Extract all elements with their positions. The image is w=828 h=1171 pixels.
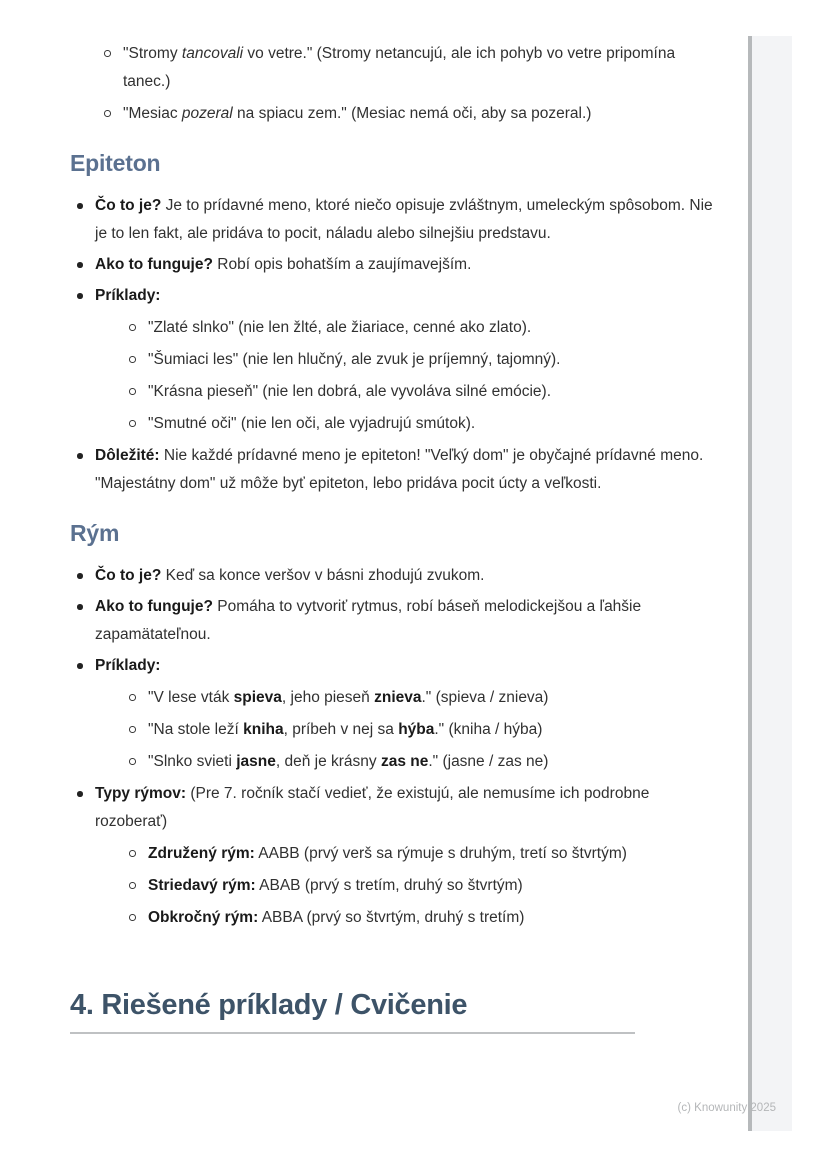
scrollbar-track — [752, 36, 792, 1131]
list-item-text: Ako to funguje? Robí opis bohatším a zaujímavejším. — [95, 256, 472, 273]
heading-underline — [70, 1032, 635, 1034]
section-heading-riesene-priklady: 4. Riešené príklady / Cvičenie — [70, 989, 468, 1021]
list-item-text: Príklady: — [95, 657, 161, 674]
list-item — [70, 562, 713, 590]
list-item — [122, 904, 713, 932]
list-item — [70, 192, 713, 248]
list-item — [122, 346, 713, 374]
list-item-text: Príklady: — [95, 287, 161, 304]
list-item — [70, 251, 713, 279]
circle-bullet-icon — [129, 420, 136, 427]
list-item-text: Dôležité: Nie každé prídavné meno je epiteton! "Veľký dom" je obyčajné prídavné meno. "Majestátny dom" už môže byť epiteton, lebo pridáva pocit úcty a veľkosti. — [95, 447, 704, 492]
list-item-text: Čo to je? Keď sa konce veršov v básni zhodujú zvukom. — [95, 567, 485, 584]
bullet-icon — [77, 453, 83, 459]
list-item-text: Združený rým: AABB (prvý verš sa rýmuje s druhým, tretí so štvrtým) — [148, 845, 627, 862]
list-item-text: Striedavý rým: ABAB (prvý s tretím, druhý so štvrtým) — [148, 877, 523, 894]
list-item — [122, 378, 713, 406]
rym-types-list — [122, 840, 713, 932]
circle-bullet-icon — [104, 110, 111, 117]
list-item-text: Čo to je? Je to prídavné meno, ktoré niečo opisuje zvláštnym, umeleckým spôsobom. Nie je to len fakt, ale pridáva to pocit, náladu alebo silnejšiu predstavu. — [95, 197, 713, 242]
list-item — [122, 872, 713, 900]
document-content — [70, 40, 713, 1034]
circle-bullet-icon — [129, 914, 136, 921]
circle-bullet-icon — [129, 758, 136, 765]
list-item-text: "Smutné oči" (nie len oči, ale vyjadrujú smútok). — [148, 415, 476, 432]
bullet-icon — [77, 604, 83, 610]
list-item-text: Ako to funguje? Pomáha to vytvoriť rytmus, robí báseň melodickejšou a ľahšie zapamätateľnou. — [95, 598, 642, 643]
bullet-icon — [77, 573, 83, 579]
list-item — [70, 282, 713, 438]
list-item-text: "Zlaté slnko" (nie len žlté, ale žiariace, cenné ako zlato). — [148, 319, 532, 336]
list-item — [70, 780, 713, 932]
circle-bullet-icon — [129, 694, 136, 701]
list-item — [122, 840, 713, 868]
bullet-icon — [77, 203, 83, 209]
circle-bullet-icon — [104, 50, 111, 57]
circle-bullet-icon — [129, 850, 136, 857]
metafora-examples-list — [97, 40, 713, 128]
bullet-icon — [77, 293, 83, 299]
circle-bullet-icon — [129, 882, 136, 889]
list-item-text: "Krásna pieseň" (nie len dobrá, ale vyvoláva silné emócie). — [148, 383, 552, 400]
list-item-text: "Slnko svieti jasne, deň je krásny zas ne." (jasne / zas ne) — [148, 753, 549, 770]
list-item-text: "Šumiaci les" (nie len hlučný, ale zvuk je príjemný, tajomný). — [148, 351, 561, 368]
circle-bullet-icon — [129, 726, 136, 733]
list-item — [97, 40, 713, 96]
section-heading-epiteton: Epiteton — [70, 150, 161, 176]
list-item-text: Typy rýmov: (Pre 7. ročník stačí vedieť, že existujú, ale nemusíme ich podrobne rozoberať) — [95, 785, 650, 830]
circle-bullet-icon — [129, 356, 136, 363]
list-item-text: "V lese vták spieva, jeho pieseň znieva." (spieva / znieva) — [148, 689, 549, 706]
scrollbar-thumb[interactable] — [748, 36, 752, 1131]
list-item-text: Obkročný rým: ABBA (prvý so štvrtým, druhý s tretím) — [148, 909, 525, 926]
rym-list — [70, 562, 713, 932]
list-item — [122, 410, 713, 438]
list-item — [97, 100, 713, 128]
list-item — [70, 652, 713, 776]
list-item — [122, 716, 713, 744]
epiteton-list — [70, 192, 713, 498]
bullet-icon — [77, 262, 83, 268]
list-item-text: "Na stole leží kniha, príbeh v nej sa hýba." (kniha / hýba) — [148, 721, 543, 738]
bullet-icon — [77, 791, 83, 797]
list-item — [122, 684, 713, 712]
bullet-icon — [77, 663, 83, 669]
circle-bullet-icon — [129, 324, 136, 331]
section-heading-rym: Rým — [70, 520, 120, 546]
epiteton-examples-list — [122, 314, 713, 438]
copyright-footer: (c) Knowunity 2025 — [677, 1102, 776, 1114]
list-item — [70, 593, 713, 649]
circle-bullet-icon — [129, 388, 136, 395]
list-item — [70, 442, 713, 498]
list-item — [122, 314, 713, 342]
list-item-text: "Mesiac pozeral na spiacu zem." (Mesiac nemá oči, aby sa pozeral.) — [123, 105, 592, 122]
rym-examples-list — [122, 684, 713, 776]
list-item — [122, 748, 713, 776]
list-item-text: "Stromy tancovali vo vetre." (Stromy netancujú, ale ich pohyb vo vetre pripomína tanec.) — [123, 45, 676, 90]
